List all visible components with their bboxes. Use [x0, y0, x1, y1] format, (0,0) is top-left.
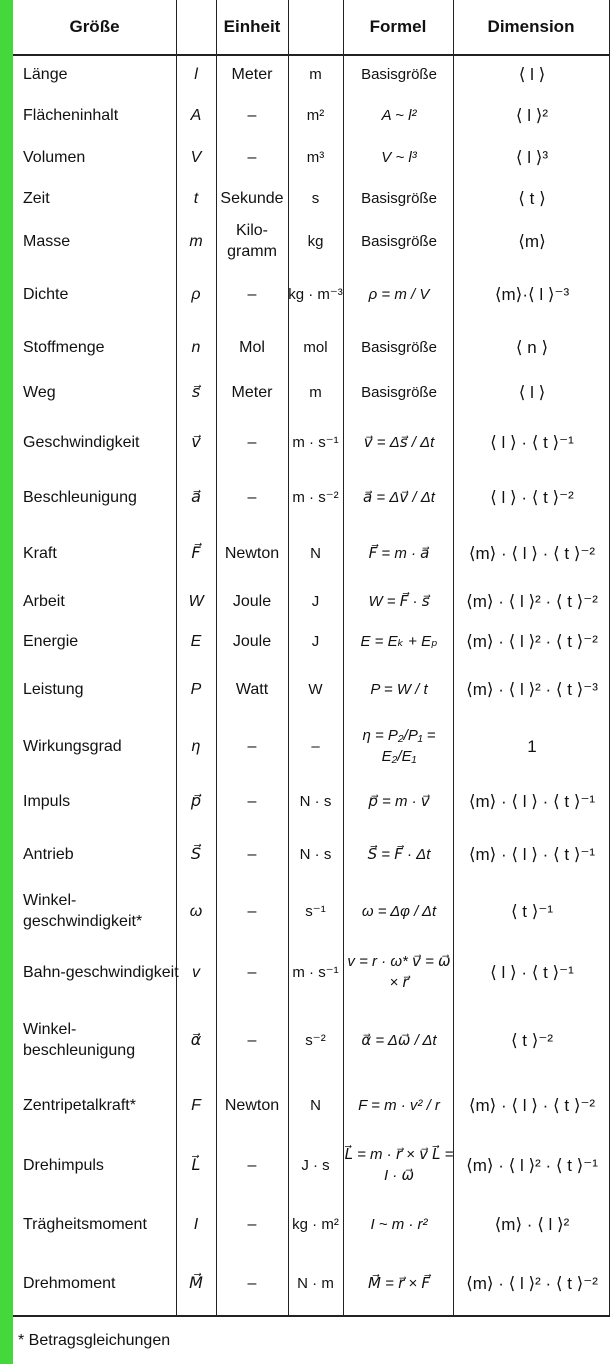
unit-abbreviation: N [310, 1096, 321, 1114]
unit-abbreviation: m² [306, 106, 325, 124]
quantity-name: Antrieb [23, 845, 74, 863]
formula: a⃗ = Δv⃗ / Δt [363, 488, 435, 506]
unit-abbreviation: N · m [297, 1274, 334, 1292]
quantity-symbol: L⃗ [191, 1156, 201, 1174]
quantity-symbol: a⃗ [191, 488, 201, 506]
quantity-name: Beschleunigung [23, 488, 137, 506]
dimension: ⟨ n ⟩ [515, 337, 549, 357]
quantity-name: Drehmoment [23, 1274, 116, 1292]
table-row [13, 325, 610, 369]
dimension: ⟨m⟩ · ⟨ l ⟩² · ⟨ t ⟩⁻² [466, 591, 598, 611]
unit-abbreviation: J · s [301, 1156, 330, 1174]
unit-abbreviation: N [310, 544, 321, 562]
unit-abbreviation: kg · m² [292, 1215, 339, 1233]
unit-name: Mol [239, 338, 265, 356]
header-formel: Formel [369, 17, 427, 36]
unit-name: Meter [231, 383, 273, 401]
quantity-name: Energie [23, 632, 79, 650]
unit-abbreviation: kg [307, 232, 324, 250]
quantity-name: Weg [23, 383, 56, 401]
formula: F = m · v² / r [358, 1096, 440, 1114]
dimension: ⟨ l ⟩² [515, 105, 549, 125]
quantity-symbol: F⃗ [191, 544, 201, 562]
quantity-symbol: E [190, 632, 202, 650]
formula: α⃗ = Δω⃗ / Δt [361, 1031, 437, 1049]
dimension: ⟨m⟩ · ⟨ l ⟩² · ⟨ t ⟩⁻¹ [466, 1155, 598, 1175]
green-accent-bar [0, 0, 13, 1364]
formula: V ~ l³ [381, 148, 417, 166]
formula: p⃗ = m · v⃗ [368, 792, 430, 810]
unit-name: Meter [231, 65, 273, 83]
unit-name: – [247, 792, 257, 810]
table-row [13, 1251, 610, 1315]
quantity-name: Volumen [23, 148, 86, 166]
quantity-symbol: F [191, 1096, 201, 1114]
physics-quantities-table [13, 0, 610, 1364]
unit-name: Joule [232, 632, 272, 650]
quantity-name: Flächeninhalt [23, 106, 119, 124]
quantity-name: Impuls [23, 792, 71, 810]
formula: Basisgröße [361, 383, 437, 401]
quantity-symbol: V [190, 148, 202, 166]
unit-abbreviation: s⁻² [305, 1031, 326, 1049]
table-row [13, 369, 610, 415]
unit-abbreviation: – [311, 737, 320, 755]
table-row [13, 469, 610, 525]
unit-abbreviation: m · s⁻¹ [292, 433, 339, 451]
unit-name: Sekunde [220, 189, 284, 207]
quantity-name: Trägheitsmoment [23, 1215, 147, 1233]
dimension: ⟨ t ⟩⁻¹ [510, 901, 554, 921]
dimension: ⟨m⟩ · ⟨ l ⟩ · ⟨ t ⟩⁻¹ [468, 791, 596, 811]
table-row [13, 137, 610, 177]
quantity-name: Zentripetalkraft* [23, 1096, 136, 1114]
unit-abbreviation: N · s [299, 845, 332, 863]
table-row [13, 621, 610, 661]
quantity-symbol: m [189, 232, 203, 250]
quantity-name: Geschwindigkeit [23, 433, 140, 451]
dimension: ⟨ t ⟩ [518, 188, 546, 208]
quantity-symbol: s⃗ [191, 383, 201, 401]
unit-name: – [247, 433, 257, 451]
dimension: ⟨ t ⟩⁻² [510, 1030, 554, 1050]
quantity-symbol: η [191, 737, 201, 755]
formula: η = P₂/P₁ = E₂/E₁ [362, 727, 436, 765]
dimension: ⟨ l ⟩³ [515, 147, 549, 167]
unit-abbreviation: s⁻¹ [305, 902, 326, 920]
formula: F⃗ = m · a⃗ [368, 544, 430, 562]
table-row [13, 941, 610, 1003]
unit-name: – [247, 1031, 257, 1049]
unit-name: Joule [232, 592, 272, 610]
quantity-name: Leistung [23, 680, 84, 698]
formula: L⃗ = m · r⃗ × v⃗ L⃗ = I · ω⃗ [344, 1146, 454, 1184]
quantity-symbol: t [193, 189, 199, 207]
formula: Basisgröße [361, 65, 437, 83]
dimension: ⟨m⟩·⟨ l ⟩⁻³ [494, 284, 570, 304]
unit-abbreviation: m [309, 65, 322, 83]
formula: W = F⃗ · s⃗ [368, 592, 430, 610]
unit-abbreviation: W [308, 680, 323, 698]
quantity-symbol: I [193, 1215, 199, 1233]
formula: I ~ m · r² [370, 1215, 428, 1233]
table-row [13, 177, 610, 219]
quantity-symbol: v⃗ [191, 433, 201, 451]
formula: E = Eₖ + Eₚ [360, 632, 438, 650]
unit-abbreviation: mol [303, 338, 328, 356]
table-row [13, 415, 610, 469]
unit-abbreviation: N · s [299, 792, 332, 810]
formula: Basisgröße [361, 232, 437, 250]
quantity-symbol: M⃗ [189, 1274, 203, 1292]
dimension: ⟨m⟩ · ⟨ l ⟩ · ⟨ t ⟩⁻² [468, 1095, 596, 1115]
formula: P = W / t [370, 680, 428, 698]
formula: S⃗ = F⃗ · Δt [367, 845, 431, 863]
formula: Basisgröße [361, 338, 437, 356]
table-row [13, 717, 610, 775]
table-row [13, 661, 610, 717]
quantity-name: Winkel-geschwindigkeit* [23, 892, 143, 930]
unit-abbreviation: m · s⁻² [292, 488, 339, 506]
table-row [13, 525, 610, 581]
unit-abbreviation: J [311, 632, 320, 650]
quantity-symbol: ρ [191, 285, 201, 303]
table-bottom-rule [13, 1315, 610, 1317]
quantity-name: Arbeit [23, 592, 65, 610]
quantity-symbol: n [191, 338, 201, 356]
unit-name: Watt [235, 680, 269, 698]
table-row [13, 881, 610, 941]
formula: A ~ l² [381, 106, 417, 124]
dimension: ⟨ l ⟩ [518, 64, 546, 84]
dimension: ⟨ l ⟩ · ⟨ t ⟩⁻¹ [490, 962, 574, 982]
unit-name: – [247, 488, 257, 506]
table-row [13, 1197, 610, 1251]
dimension: ⟨m⟩ · ⟨ l ⟩ · ⟨ t ⟩⁻² [468, 543, 596, 563]
quantity-symbol: A [190, 106, 202, 124]
dimension: 1 [527, 736, 537, 756]
quantity-symbol: ω [189, 902, 203, 920]
table-row [13, 1133, 610, 1197]
header-groesse: Größe [69, 17, 120, 36]
dimension: ⟨ l ⟩ · ⟨ t ⟩⁻² [490, 487, 574, 507]
dimension: ⟨m⟩ [518, 231, 546, 251]
unit-name: – [247, 845, 257, 863]
formula: M⃗ = r⃗ × F⃗ [368, 1274, 430, 1292]
formula: Basisgröße [361, 189, 437, 207]
quantity-symbol: W [188, 592, 204, 610]
table-row [13, 55, 610, 93]
dimension: ⟨ l ⟩ [518, 382, 546, 402]
table-row [13, 827, 610, 881]
quantity-name: Dichte [23, 285, 69, 303]
unit-abbreviation: m³ [306, 148, 325, 166]
unit-abbreviation: s [311, 189, 320, 207]
dimension: ⟨m⟩ · ⟨ l ⟩² [494, 1214, 570, 1234]
dimension: ⟨m⟩ · ⟨ l ⟩ · ⟨ t ⟩⁻¹ [468, 844, 596, 864]
table-row [13, 581, 610, 621]
unit-name: – [247, 737, 257, 755]
header-rule [13, 54, 610, 56]
unit-name: – [247, 1215, 257, 1233]
quantity-name: Kraft [23, 544, 57, 562]
dimension: ⟨m⟩ · ⟨ l ⟩² · ⟨ t ⟩⁻³ [466, 679, 598, 699]
quantity-name: Winkel-beschleunigung [23, 1021, 136, 1059]
quantity-name: Stoffmenge [23, 338, 105, 356]
unit-abbreviation: m [309, 383, 322, 401]
quantity-symbol: p⃗ [190, 792, 202, 810]
quantity-symbol: l [194, 65, 198, 83]
unit-name: Kilo-gramm [227, 222, 277, 260]
table-row [13, 1003, 610, 1077]
formula: v⃗ = Δs⃗ / Δt [363, 433, 435, 451]
quantity-symbol: α⃗ [190, 1031, 202, 1049]
header-einheit: Einheit [223, 17, 281, 36]
quantity-name: Drehimpuls [23, 1156, 104, 1174]
quantity-symbol: S⃗ [190, 845, 202, 863]
quantity-name: Länge [23, 65, 68, 83]
formula: v = r · ω* v⃗ = ω⃗ × r⃗ [347, 953, 451, 991]
unit-name: – [247, 148, 257, 166]
unit-name: – [247, 285, 257, 303]
table-row [13, 93, 610, 137]
unit-abbreviation: m · s⁻¹ [292, 963, 339, 981]
unit-name: – [247, 1156, 257, 1174]
formula: ρ = m / V [368, 285, 430, 303]
table-row [13, 775, 610, 827]
footnote: * Betragsgleichungen [18, 1332, 171, 1349]
dimension: ⟨m⟩ · ⟨ l ⟩² · ⟨ t ⟩⁻² [466, 1273, 598, 1293]
header-dimension: Dimension [487, 17, 575, 36]
unit-name: Newton [224, 544, 280, 562]
unit-abbreviation: J [311, 592, 320, 610]
quantity-name: Bahn-geschwindigkeit [23, 963, 179, 981]
dimension: ⟨ l ⟩ · ⟨ t ⟩⁻¹ [490, 432, 574, 452]
quantity-symbol: v [192, 963, 200, 981]
quantity-name: Zeit [23, 189, 50, 207]
unit-name: – [247, 106, 257, 124]
quantity-symbol: P [190, 680, 202, 698]
unit-abbreviation: kg · m⁻³ [288, 285, 343, 303]
unit-name: – [247, 902, 257, 920]
table-row [13, 263, 610, 325]
table-row [13, 219, 610, 263]
unit-name: Newton [224, 1096, 280, 1114]
unit-name: – [247, 963, 257, 981]
unit-name: – [247, 1274, 257, 1292]
dimension: ⟨m⟩ · ⟨ l ⟩² · ⟨ t ⟩⁻² [466, 631, 598, 651]
formula: ω = Δφ / Δt [361, 902, 437, 920]
quantity-name: Wirkungsgrad [23, 737, 122, 755]
table-row [13, 1077, 610, 1133]
quantity-name: Masse [23, 232, 71, 250]
